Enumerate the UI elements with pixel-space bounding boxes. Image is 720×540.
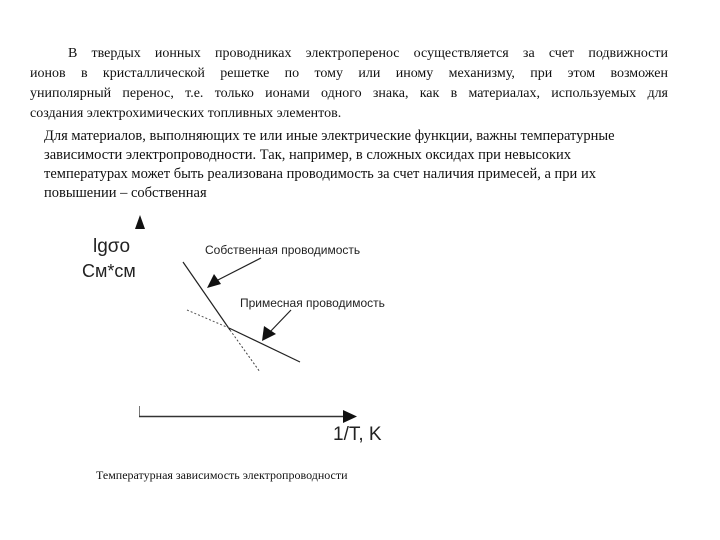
paragraph-line: В твердых ионных проводниках электроперенос осуществляется за счет подвижности	[68, 46, 668, 61]
arrowhead-impurity-icon	[262, 326, 276, 341]
paragraph-temperature-dependence	[44, 127, 704, 203]
paragraph-line: температурах может быть реализована проводимость за счет наличия примесей, а при их	[44, 166, 596, 182]
impurity-line-solid	[229, 328, 300, 362]
intrinsic-line-solid	[183, 262, 230, 330]
paragraph-line: повышении – собственная	[44, 185, 207, 201]
annotation-impurity-label: Примесная проводимость	[240, 296, 385, 310]
paragraph-line: Для материалов, выполняющих те или иные электрические функции, важны температурные	[44, 128, 615, 144]
annotation-arrow-intrinsic	[214, 258, 261, 282]
paragraph-line: зависимости электропроводности. Так, например, в сложных оксидах при невысоких	[44, 147, 572, 163]
y-axis-label-units: См*см	[82, 261, 136, 281]
x-axis-arrowhead-icon	[343, 410, 357, 423]
paragraph-line: ионов в кристаллической решетке по тому или иному механизму, при этом возможен	[30, 66, 668, 81]
arrowhead-intrinsic-icon	[207, 274, 221, 288]
annotation-intrinsic-label: Собственная проводимость	[205, 243, 361, 257]
impurity-line-dotted	[187, 310, 229, 328]
annotation-arrow-impurity	[268, 310, 291, 334]
paragraph-line: униполярный перенос, т.е. только ионами одного знака, как в материалах, используемых для	[30, 86, 668, 101]
y-axis-label-lg-sigma: lgσo	[93, 236, 131, 257]
figure-caption: Температурная зависимость электропроводности	[96, 468, 348, 482]
paragraph-ionic-conductors	[30, 44, 668, 124]
x-axis-label: 1/T, K	[333, 424, 382, 445]
intrinsic-line-dotted	[230, 330, 260, 372]
paragraph-line: создания электрохимических топливных элементов.	[30, 106, 342, 121]
y-axis-arrowhead-icon	[135, 215, 145, 229]
